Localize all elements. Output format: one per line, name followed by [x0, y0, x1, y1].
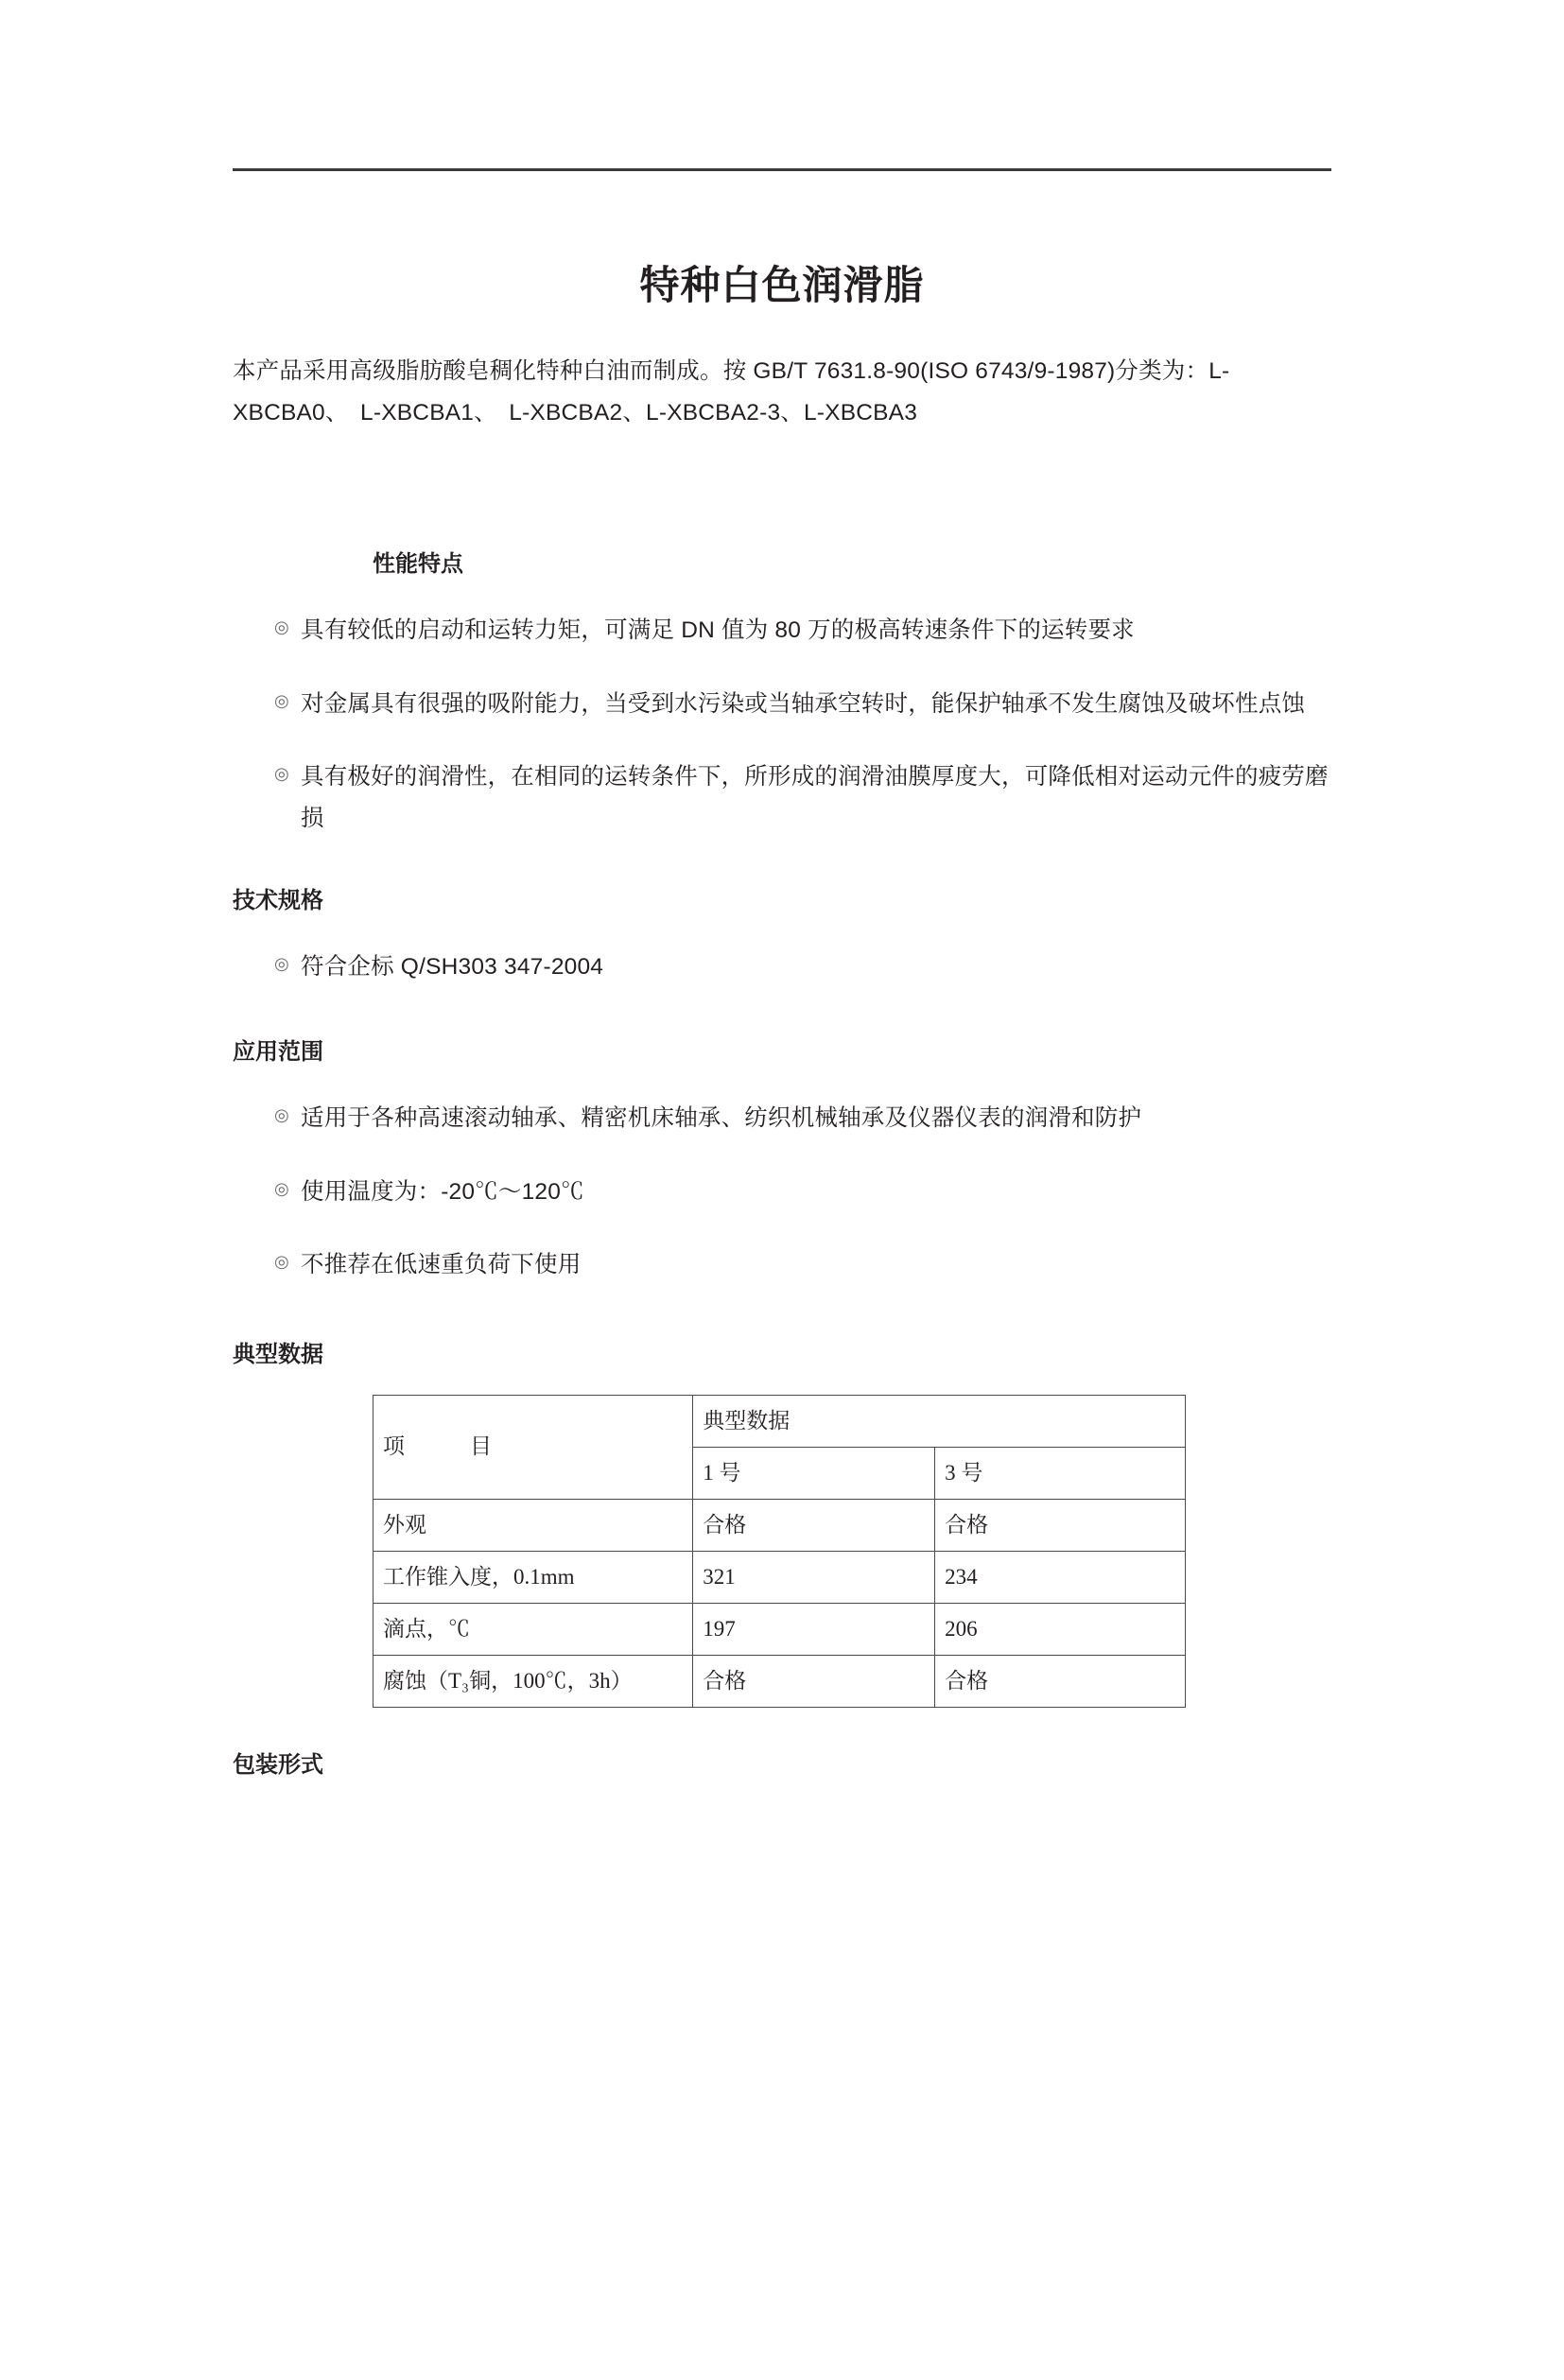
list-item [233, 1244, 1331, 1286]
list-item-label: 具有极好的润滑性，在相同的运转条件下，所形成的润滑油膜厚度大，可降低相对运动元件的疲劳磨损 [301, 764, 1329, 832]
list-item-label: 不推荐在低速重负荷下使用 [301, 1252, 582, 1278]
table-cell-value1: 321 [693, 1552, 935, 1604]
bullet-icon: ◎ [274, 764, 289, 784]
list-item [233, 756, 1331, 839]
list-item [233, 610, 1331, 651]
table-cell-value1: 197 [693, 1604, 935, 1656]
list-item-label: 使用温度为：-20℃～120℃ [301, 1178, 584, 1205]
technical-list [233, 947, 1331, 988]
list-item [233, 1172, 1331, 1213]
list-item [233, 684, 1331, 725]
table-cell-value2: 234 [935, 1552, 1186, 1604]
table-cell-value2: 合格 [935, 1500, 1186, 1552]
bullet-icon: ◎ [274, 1252, 289, 1272]
bullet-icon: ◎ [274, 1105, 289, 1125]
list-item-label: 对金属具有很强的吸附能力，当受到水污染或当轴承空转时，能保护轴承不发生腐蚀及破坏性点蚀 [301, 690, 1306, 717]
table-cell-item: 腐蚀（T₃铜，100℃，3h） [374, 1656, 693, 1708]
table-row [374, 1396, 1186, 1448]
table-cell-value1: 合格 [693, 1500, 935, 1552]
list-item-label: 适用于各种高速滚动轴承、精密机床轴承、纺织机械轴承及仪器仪表的润滑和防护 [301, 1105, 1142, 1132]
application-list [233, 1098, 1331, 1286]
bullet-icon: ◎ [274, 690, 289, 710]
section-heading-packaging: 包装形式 [233, 1752, 323, 1779]
page-title: 特种白色润滑脂 [639, 263, 925, 307]
table-cell-value2: 合格 [935, 1656, 1186, 1708]
table-header-col2: 3 号 [935, 1448, 1186, 1500]
bullet-icon: ◎ [274, 1178, 289, 1198]
section-heading-performance: 性能特点 [373, 551, 463, 578]
table-cell-value2: 206 [935, 1604, 1186, 1656]
bullet-icon: ◎ [274, 617, 289, 637]
list-item [233, 947, 1331, 988]
table-header-col1: 1 号 [693, 1448, 935, 1500]
performance-list [233, 610, 1331, 839]
list-item [233, 1098, 1331, 1139]
document-page [0, 168, 1564, 2380]
table-header-group: 典型数据 [693, 1396, 1186, 1448]
section-heading-application: 应用范围 [233, 1039, 323, 1066]
intro-paragraph: 本产品采用高级脂肪酸皂稠化特种白油而制成。按 GB/T 7631.8-90(ISO 6743/9-1987)分类为：L-XBCBA0、 L-XBCBA1、 L-XBCBA2、L-XBCBA2-3、L-XBCBA3 [233, 358, 1230, 426]
table-cell-item: 外观 [374, 1500, 693, 1552]
table-row [374, 1604, 1186, 1656]
table-cell-item: 滴点，℃ [374, 1604, 693, 1656]
table-row [374, 1500, 1186, 1552]
list-item-label: 具有较低的启动和运转力矩，可满足 DN 值为 80 万的极高转速条件下的运转要求 [301, 617, 1135, 644]
section-heading-typical-data: 典型数据 [233, 1342, 323, 1368]
table-cell-item: 工作锥入度，0.1mm [374, 1552, 693, 1604]
list-item-label: 符合企标 Q/SH303 347-2004 [301, 953, 604, 980]
table-cell-value1: 合格 [693, 1656, 935, 1708]
header-divider [233, 168, 1331, 171]
typical-data-table [373, 1395, 1186, 1708]
table-row [374, 1552, 1186, 1604]
table-header-item: 项 目 [374, 1396, 693, 1500]
table-row [374, 1656, 1186, 1708]
bullet-icon: ◎ [274, 953, 289, 973]
section-heading-technical: 技术规格 [233, 887, 323, 913]
